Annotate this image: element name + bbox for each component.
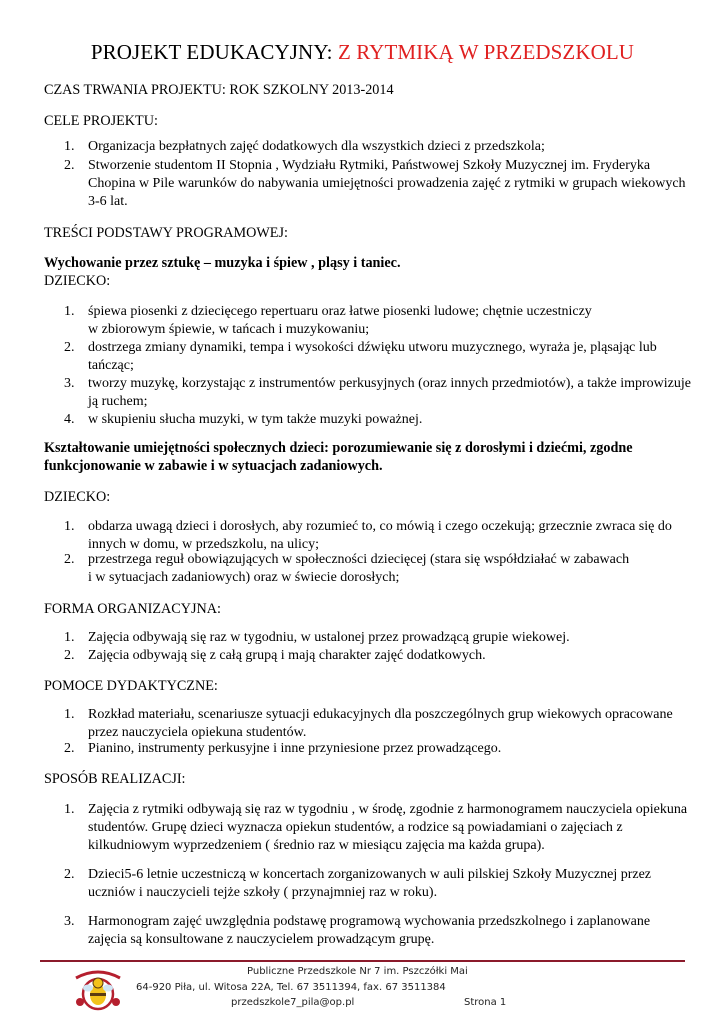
list-text: w skupieniu słucha muzyki, w tym także muzyki poważnej. (88, 412, 423, 427)
organization-heading: FORMA ORGANIZACYJNA: (44, 601, 221, 617)
list-number: 1. (64, 802, 75, 817)
aids-heading: POMOCE DYDAKTYCZNE: (44, 678, 218, 694)
logo-arc (76, 972, 120, 978)
list-text: w zbiorowym śpiewie, w tańcach i muzykowaniu; (88, 322, 370, 337)
logo-flower-right (112, 998, 120, 1006)
footer-email: przedszkole7_pila@op.pl (231, 997, 355, 1008)
page-title (0, 40, 725, 65)
list-number: 3. (64, 376, 75, 391)
list-number: 2. (64, 158, 75, 173)
list-text: Dzieci5-6 letnie uczestniczą w koncertach zorganizowanych w auli pilskiej Szkoły Muzycznej przez (88, 867, 652, 882)
title-accent: Z RYTMIKĄ W PRZEDSZKOLU (337, 40, 635, 64)
list-text: Zajęcia odbywają się z całą grupą i mają charakter zajęć dodatkowych. (88, 648, 486, 663)
logo-wing-right (103, 985, 113, 992)
section-title: funkcjonowanie w zabawie i w sytuacjach zadaniowych. (44, 458, 383, 474)
list-number: 2. (64, 648, 75, 663)
section-title: Kształtowanie umiejętności społecznych dzieci: porozumiewanie się z dorosłymi i dziećmi, zgodne (44, 440, 633, 456)
list-number: 1. (64, 139, 75, 154)
list-text: Pianino, instrumenty perkusyjne i inne przyniesione przez prowadzącego. (88, 741, 502, 756)
footer-divider (40, 960, 685, 962)
list-text: 3-6 lat. (88, 194, 128, 209)
list-number: 2. (64, 340, 75, 355)
list-text: Chopina w Pile warunków do nabywania umiejętności prowadzenia zajęć z rytmiki w grupach wiekowych (88, 176, 686, 191)
list-number: 4. (64, 412, 75, 427)
logo-flower-left (76, 998, 84, 1006)
list-text: studentów. Grupę dzieci wyznacza opiekun studentów, a rodzice są powiadamiani o zajęciach z (88, 820, 623, 835)
school-logo-icon (68, 966, 128, 1014)
list-number: 1. (64, 707, 75, 722)
footer-school-name: Publiczne Przedszkole Nr 7 im. Pszczółki Mai (247, 966, 468, 977)
list-text: Harmonogram zajęć uwzględnia podstawę programową wychowania przedszkolnego i zaplanowane (88, 914, 651, 929)
section-title: Wychowanie przez sztukę – muzyka i śpiew , pląsy i taniec. (44, 255, 401, 271)
footer-address: 64-920 Piła, ul. Witosa 22A, Tel. 67 3511394, fax. 67 3511384 (136, 982, 446, 993)
list-text: obdarza uwagą dzieci i dorosłych, aby rozumieć to, co mówią i czego oczekują; grzecznie zwraca się do (88, 519, 672, 534)
list-text: ją ruchem; (88, 394, 148, 409)
list-number: 1. (64, 519, 75, 534)
list-text: kilkudniowym wyprzedzeniem ( średnio raz w miesiącu zajęcia ma każda grupa). (88, 838, 545, 853)
list-text: Stworzenie studentom II Stopnia , Wydziału Rytmiki, Państwowej Szkoły Muzycznej im. Fryderyka (88, 158, 651, 173)
program-heading: TREŚCI PODSTAWY PROGRAMOWEJ: (44, 225, 288, 241)
title-main: PROJEKT EDUKACYJNY: (90, 40, 333, 64)
child-label: DZIECKO: (44, 273, 111, 289)
list-number: 3. (64, 914, 75, 929)
list-number: 2. (64, 867, 75, 882)
list-number: 1. (64, 304, 75, 319)
list-text: śpiewa piosenki z dziecięcego repertuaru oraz łatwe piosenki ludowe; chętnie uczestniczy (88, 304, 592, 319)
logo-bee-head (93, 978, 103, 988)
list-number: 2. (64, 741, 75, 756)
list-number: 2. (64, 552, 75, 567)
list-text: Organizacja bezpłatnych zajęć dodatkowych dla wszystkich dzieci z przedszkola; (88, 139, 545, 154)
list-text: Zajęcia z rytmiki odbywają się raz w tygodniu , w środę, zgodnie z harmonogramem nauczyciela opiekuna (88, 802, 688, 817)
implementation-heading: SPOSÓB REALIZACJI: (44, 771, 186, 787)
list-text: dostrzega zmiany dynamiki, tempa i wysokości dźwięku utworu muzycznego, wyraża je, pląsając lub (88, 340, 657, 355)
list-number: 1. (64, 630, 75, 645)
logo-bee-stripe (90, 993, 106, 996)
list-text: tańcząc; (88, 358, 134, 373)
list-text: tworzy muzykę, korzystając z instrumentów perkusyjnych (oraz innych przedmiotów), a także improwizuje (88, 376, 691, 391)
list-text: innych w domu, w przedszkolu, na ulicy; (88, 537, 319, 552)
project-duration: CZAS TRWANIA PROJEKTU: ROK SZKOLNY 2013-2014 (44, 82, 394, 98)
list-text: i w sytuacjach zadaniowych) oraz w świecie dorosłych; (88, 570, 400, 585)
child-label: DZIECKO: (44, 489, 111, 505)
list-text: Zajęcia odbywają się raz w tygodniu, w ustalonej przez prowadzącą grupie wiekowej. (88, 630, 570, 645)
list-text: przestrzega reguł obowiązujących w społeczności dziecięcej (stara się współdziałać w zabawach (88, 552, 630, 567)
footer-page-number: Strona 1 (464, 997, 507, 1008)
list-text: uczniów i nauczycieli tejże szkoły ( przynajmniej raz w roku). (88, 885, 438, 900)
list-text: przez nauczyciela opiekuna studentów. (88, 725, 307, 740)
list-text: zajęcia są konsultowane z nauczycielem prowadzącym grupę. (88, 932, 435, 947)
logo-wing-left (83, 985, 93, 992)
list-text: Rozkład materiału, scenariusze sytuacji edukacyjnych dla poszczególnych grup wiekowych opracowane (88, 707, 673, 722)
goals-heading: CELE PROJEKTU: (44, 113, 158, 129)
